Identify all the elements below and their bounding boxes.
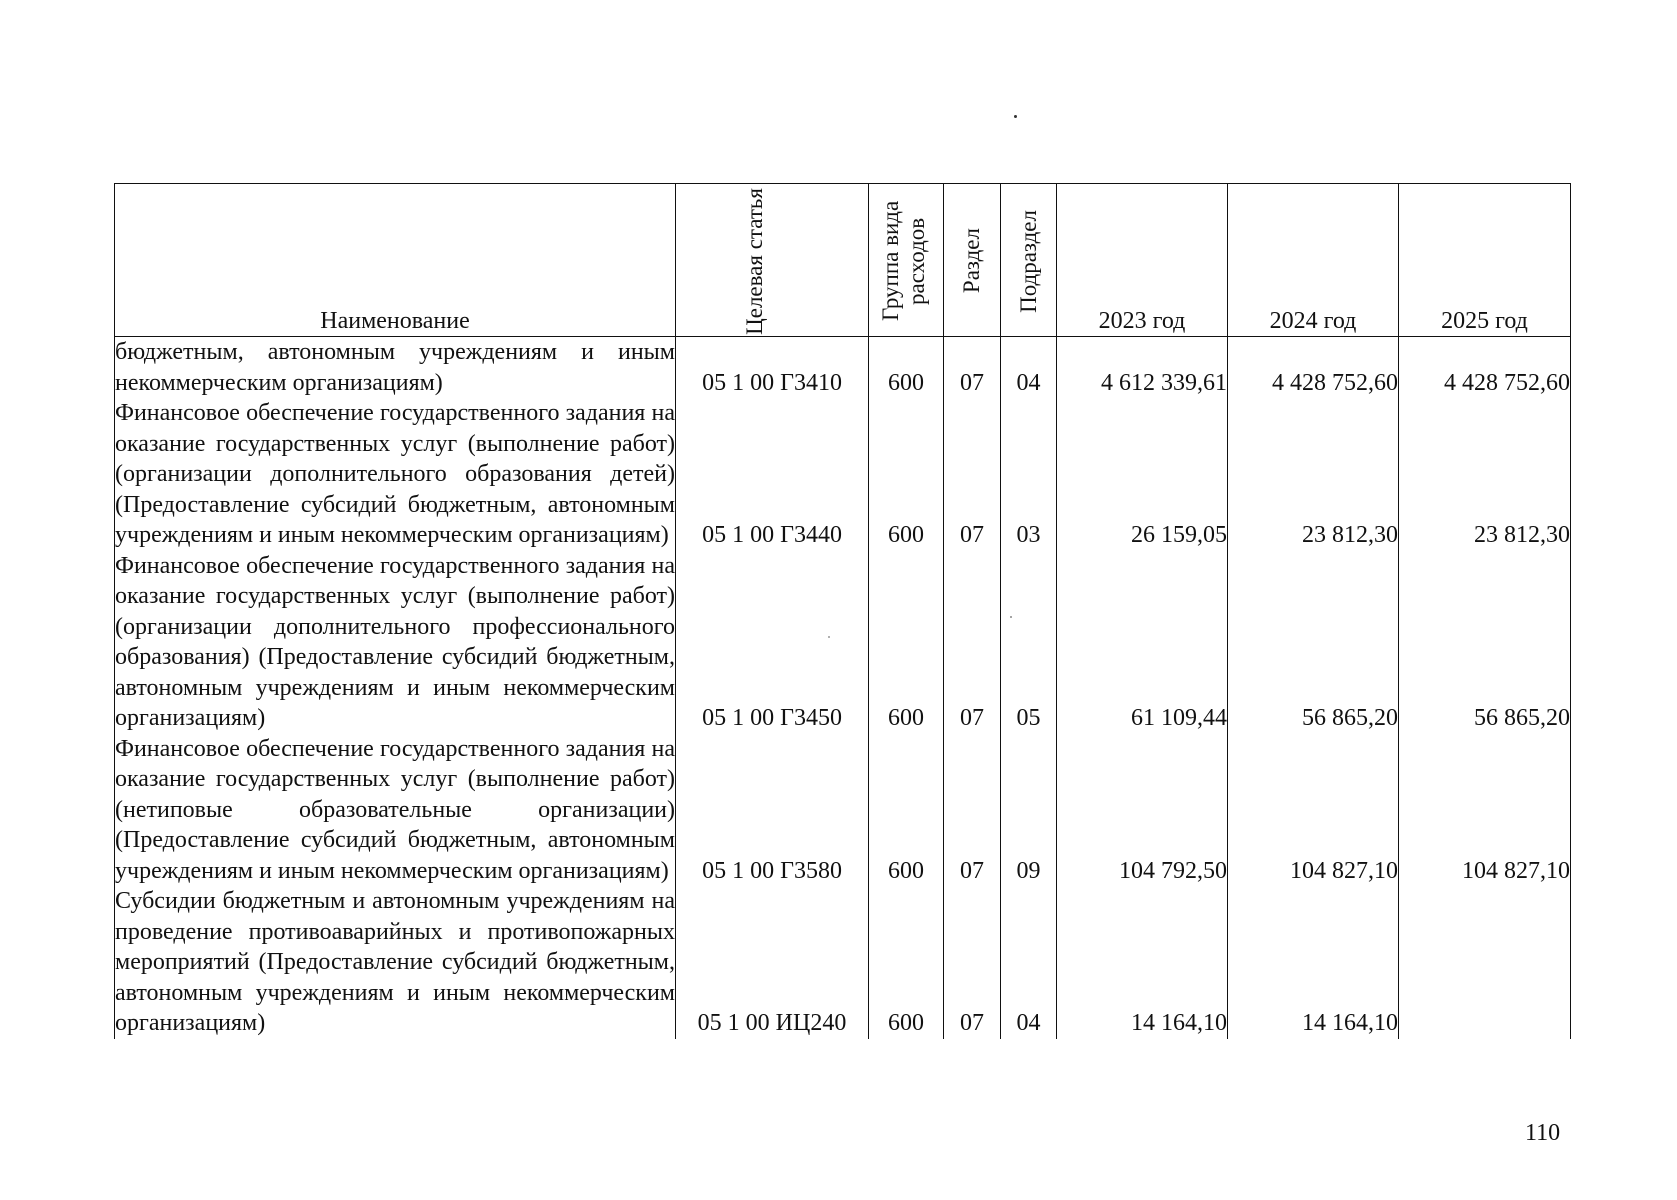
- row-subsection: 03: [1001, 398, 1057, 551]
- row-name: Финансовое обеспечение государственного задания на оказание государственных услуг (выполнение работ) (организации дополнительного профессионального образования) (Предоставление субсидий бюджетным, автономным учреждениям и иным некоммерческим организациям): [115, 551, 676, 734]
- table-row: [115, 398, 1571, 551]
- header-group-label: Группа вида расходов: [878, 200, 929, 322]
- header-section: [944, 184, 1001, 337]
- row-target: 05 1 00 ИЦ240: [676, 886, 869, 1039]
- row-subsection: 04: [1001, 337, 1057, 399]
- table-row: [115, 734, 1571, 887]
- row-group: 600: [869, 886, 944, 1039]
- row-2023: 61 109,44: [1057, 551, 1228, 734]
- row-group: 600: [869, 337, 944, 399]
- page-number: 110: [1525, 1120, 1561, 1146]
- row-name: Субсидии бюджетным и автономным учреждениям на проведение противоаварийных и противопожарных мероприятий (Предоставление субсидий бюджетным, автономным учреждениям и иным некоммерческим организациям): [115, 886, 676, 1039]
- header-subsection: [1001, 184, 1057, 337]
- header-2023: 2023 год: [1057, 184, 1228, 337]
- scan-speck: [1014, 115, 1017, 118]
- row-2025: [1399, 886, 1571, 1039]
- row-target: 05 1 00 Г3440: [676, 398, 869, 551]
- row-name: бюджетным, автономным учреждениям и иным некоммерческим организациям): [115, 337, 676, 399]
- row-target: 05 1 00 Г3580: [676, 734, 869, 887]
- header-group: [869, 184, 944, 337]
- table-row: [115, 337, 1571, 399]
- row-subsection: 09: [1001, 734, 1057, 887]
- table-header-row: [115, 184, 1571, 337]
- row-2023: 104 792,50: [1057, 734, 1228, 887]
- row-name: Финансовое обеспечение государственного задания на оказание государственных услуг (выполнение работ) (организации дополнительного образования детей) (Предоставление субсидий бюджетным, автономным учреждениям и иным некоммерческим организациям): [115, 398, 676, 551]
- row-group: 600: [869, 551, 944, 734]
- row-2024: 56 865,20: [1228, 551, 1399, 734]
- row-section: 07: [944, 337, 1001, 399]
- row-section: 07: [944, 398, 1001, 551]
- row-target: 05 1 00 Г3450: [676, 551, 869, 734]
- budget-table: [114, 183, 1571, 1039]
- header-target-label: Целевая статья: [742, 187, 767, 335]
- row-2025: 23 812,30: [1399, 398, 1571, 551]
- row-section: 07: [944, 734, 1001, 887]
- row-2024: 14 164,10: [1228, 886, 1399, 1039]
- row-2024: 104 827,10: [1228, 734, 1399, 887]
- row-2025: 4 428 752,60: [1399, 337, 1571, 399]
- row-2023: 26 159,05: [1057, 398, 1228, 551]
- table-row: [115, 551, 1571, 734]
- header-section-label: Раздел: [959, 228, 984, 294]
- row-2024: 4 428 752,60: [1228, 337, 1399, 399]
- row-2023: 14 164,10: [1057, 886, 1228, 1039]
- header-subsection-label: Подраздел: [1015, 209, 1041, 313]
- header-2024: 2024 год: [1228, 184, 1399, 337]
- header-name: Наименование: [115, 184, 676, 337]
- row-2025: 56 865,20: [1399, 551, 1571, 734]
- row-group: 600: [869, 734, 944, 887]
- header-2025: 2025 год: [1399, 184, 1571, 337]
- row-2024: 23 812,30: [1228, 398, 1399, 551]
- row-section: 07: [944, 551, 1001, 734]
- row-subsection: 05: [1001, 551, 1057, 734]
- row-subsection: 04: [1001, 886, 1057, 1039]
- row-section: 07: [944, 886, 1001, 1039]
- row-target: 05 1 00 Г3410: [676, 337, 869, 399]
- table-row: [115, 886, 1571, 1039]
- row-group: 600: [869, 398, 944, 551]
- row-2025: 104 827,10: [1399, 734, 1571, 887]
- row-2023: 4 612 339,61: [1057, 337, 1228, 399]
- header-target: [676, 184, 869, 337]
- row-name: Финансовое обеспечение государственного задания на оказание государственных услуг (выполнение работ) (нетиповые образовательные организации) (Предоставление субсидий бюджетным, автономным учреждениям и иным некоммерческим организациям): [115, 734, 676, 887]
